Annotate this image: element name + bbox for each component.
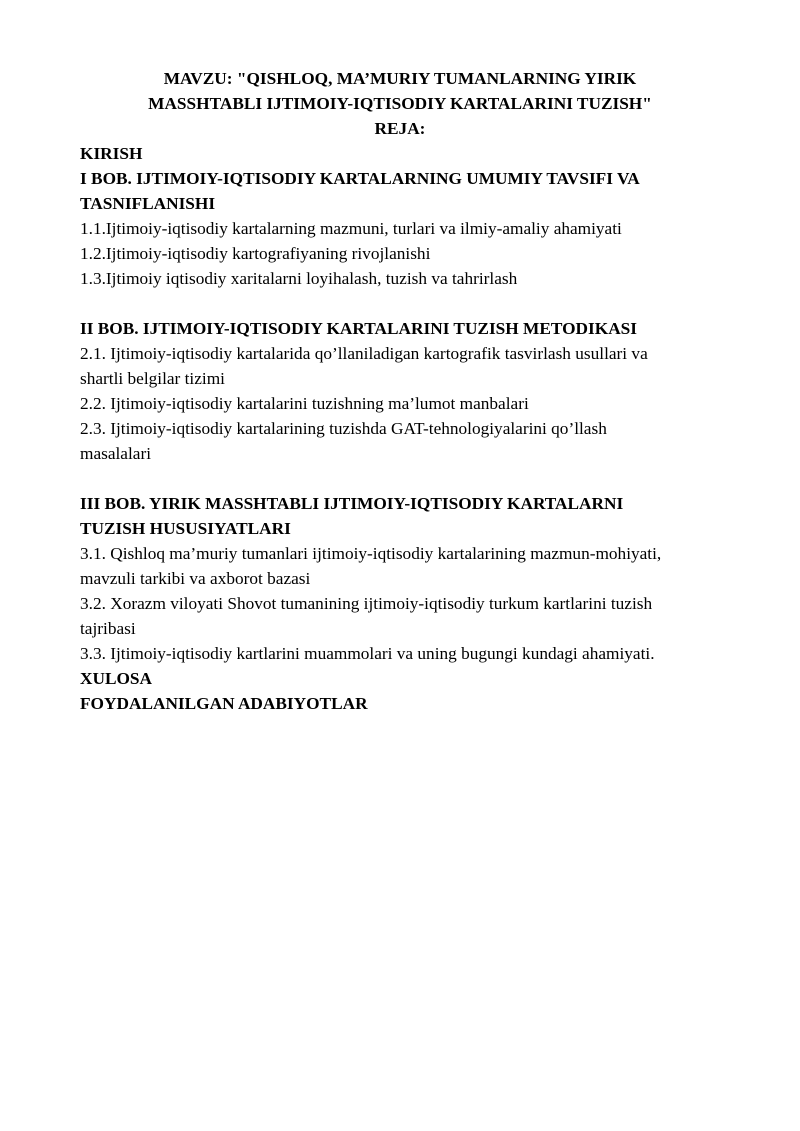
chapter1-item: 1.1.Ijtimoiy-iqtisodiy kartalarning mazmuni, turlari va ilmiy-amaliy ahamiyati [80,219,622,238]
title-line: MAVZU: "QISHLOQ, MA’MURIY TUMANLARNING YIRIK [163,69,637,88]
plan-heading: REJA: [374,119,426,138]
intro-heading: KIRISH [80,144,143,163]
chapter2-item: 2.2. Ijtimoiy-iqtisodiy kartalarini tuzishning ma’lumot manbalari [80,394,529,413]
chapter2-item: 2.3. Ijtimoiy-iqtisodiy kartalarining tuzishda GAT-tehnologiyalarini qo’llash [80,419,607,438]
chapter1-item: 1.3.Ijtimoiy iqtisodiy xaritalarni loyihalash, tuzish va tahrirlash [80,269,518,288]
chapter1-heading: TASNIFLANISHI [80,194,216,213]
chapter2-heading: II BOB. IJTIMOIY-IQTISODIY KARTALARINI TUZISH METODIKASI [80,319,638,338]
chapter2-item: 2.1. Ijtimoiy-iqtisodiy kartalarida qo’llaniladigan kartografik tasvirlash usullari va [80,344,648,363]
chapter2-item: masalalari [80,444,152,463]
references-heading: FOYDALANILGAN ADABIYOTLAR [80,694,368,713]
conclusion-heading: XULOSA [80,669,153,688]
chapter3-item: mavzuli tarkibi va axborot bazasi [80,569,311,588]
chapter3-item: 3.3. Ijtimoiy-iqtisodiy kartlarini muammolari va uning bugungi kundagi ahamiyati. [80,644,655,663]
section-gap [80,291,720,316]
title-line: MASSHTABLI IJTIMOIY-IQTISODIY KARTALARINI TUZISH" [148,94,652,113]
chapter3-heading: TUZISH HUSUSIYATLARI [80,519,291,538]
chapter3-item: 3.2. Xorazm viloyati Shovot tumanining ijtimoiy-iqtisodiy turkum kartlarini tuzish [80,594,653,613]
chapter1-item: 1.2.Ijtimoiy-iqtisodiy kartografiyaning rivojlanishi [80,244,431,263]
chapter3-item: tajribasi [80,619,136,638]
section-gap [80,466,720,491]
document-title [80,66,720,141]
chapter3-item: 3.1. Qishloq ma’muriy tumanlari ijtimoiy-iqtisodiy kartalarining mazmun-mohiyati, [80,544,662,563]
chapter2-item: shartli belgilar tizimi [80,369,225,388]
chapter3-heading: III BOB. YIRIK MASSHTABLI IJTIMOIY-IQTISODIY KARTALARNI [80,494,624,513]
chapter1-heading: I BOB. IJTIMOIY-IQTISODIY KARTALARNING UMUMIY TAVSIFI VA [80,169,640,188]
